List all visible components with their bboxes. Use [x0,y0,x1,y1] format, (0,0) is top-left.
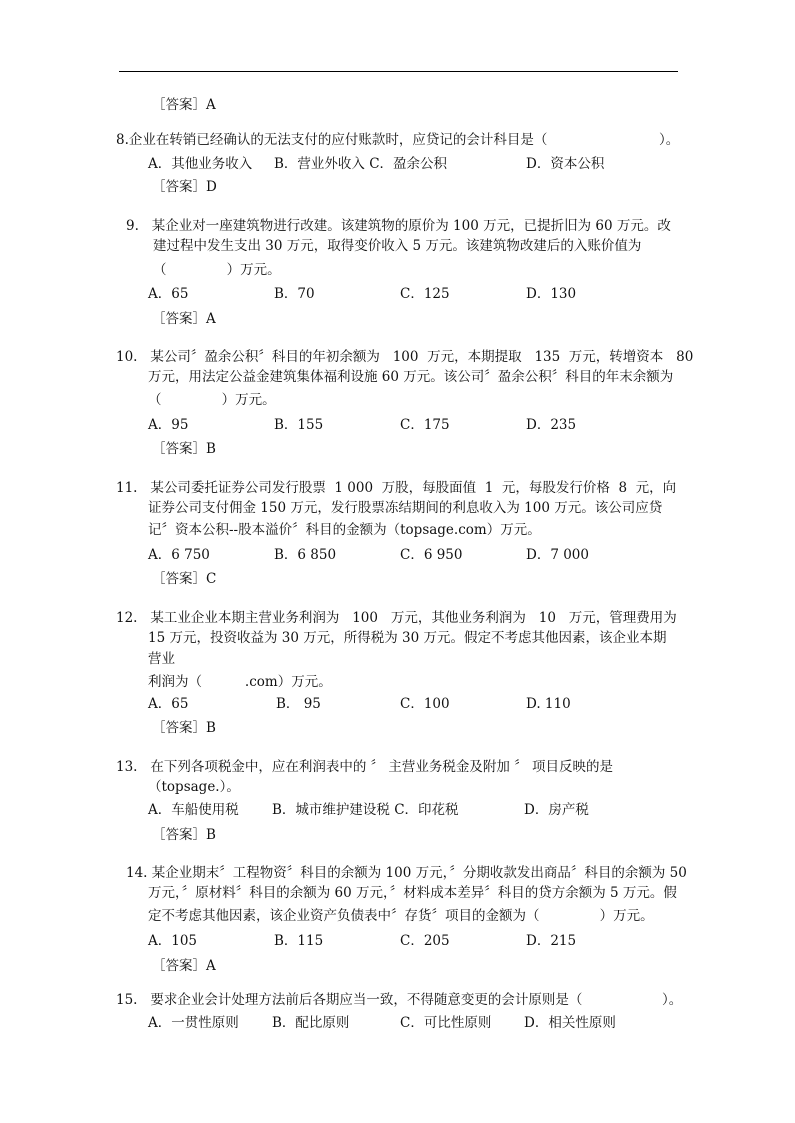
question-13-option-d: D．房产税 [524,802,589,818]
question-11-line: 记〞资本公积--股本溢价〞科目的金额为（topsage.com）万元。 [148,522,541,538]
question-13-option-b: B．城市维护建设税 C．印花税 [272,802,459,818]
question-14-option-c: C．205 [400,933,450,949]
header-rule [119,71,678,72]
question-12-option-a: A．65 [148,696,189,712]
question-9-line: （ ）万元。 [153,262,281,278]
question-15-option-d: D．相关性原则 [524,1015,616,1031]
question-9-line: 9. 某企业对一座建筑物进行改建。该建筑物的原价为 100 万元，已提折旧为 60 万元。改 [126,218,671,234]
question-11-option-c: C．6 950 [400,547,463,563]
answer-label: ［答案］D [152,179,217,195]
question-9-option-d: D．130 [526,286,577,302]
question-14-option-a: A．105 [148,933,198,949]
answer-label: ［答案］B [152,720,216,736]
question-8-stem-end: ）。 [659,132,680,148]
question-12-option-d: D. 110 [526,696,571,712]
question-11-line: 证券公司支付佣金 150 万元，发行股票冻结期间的利息收入为 100 万元。该公司应贷 [148,500,663,516]
question-15-option-a: A．一贯性原则 [148,1015,239,1031]
question-14-line: 14. 某企业期末〞工程物资〞科目的余额为 100 万元，〞分期收款发出商品〞科目的余额为 50 [126,865,687,881]
answer-label: ［答案］B [152,827,216,843]
question-10-line: 万元，用法定公益金建筑集体福利设施 60 万元。该公司〞盈余公积〞科目的年末余额为 [148,369,674,385]
question-13-line: 13. 在下列各项税金中，应在利润表中的 〞 主营业务税金及附加 〞 项目反映的是 [116,759,614,775]
question-8-option-d: D．资本公积 [526,156,605,172]
question-8-stem: 8.企业在转销已经确认的无法支付的应付账款时，应贷记的会计科目是（ [116,132,548,148]
answer-label: ［答案］A [152,311,216,327]
question-13-option-a: A．车船使用税 [148,802,239,818]
question-12-option-b: B． 95 [276,696,321,712]
question-15-stem-end: ）。 [662,992,683,1008]
question-10-option-d: D．235 [526,417,577,433]
question-14-option-b: B．115 [274,933,324,949]
question-10-option-c: C．175 [400,417,450,433]
answer-label: ［答案］B [152,441,216,457]
question-10-option-a: A．95 [148,417,189,433]
question-10-option-b: B．155 [274,417,324,433]
question-12-line: 利润为（ .com）万元。 [148,674,332,690]
question-15-stem: 15. 要求企业会计处理方法前后各期应当一致，不得随意变更的会计原则是（ [116,992,583,1008]
question-9-option-b: B．70 [274,286,315,302]
question-14-line: 万元，〞原材料〞科目的余额为 60 万元，〞材料成本差异〞科目的贷方余额为 5 万元。假 [148,885,677,901]
answer-label: ［答案］A [152,958,216,974]
question-8-option-b: B．营业外收入 C．盈余公积 [274,156,448,172]
question-10-line: （ ）万元。 [148,392,276,408]
question-15-option-c: C．可比性原则 [400,1015,492,1031]
question-10-line: 10. 某公司〞盈余公积〞科目的年初余额为 100 万元，本期提取 135 万元，转增资本 80 [116,349,694,365]
question-9-line: 建过程中发生支出 30 万元，取得变价收入 5 万元。该建筑物改建后的入账价值为 [153,238,642,254]
question-11-option-b: B．6 850 [274,547,337,563]
question-12-line: 12. 某工业企业本期主营业务利润为 100 万元，其他业务利润为 10 万元，管理费用为 [116,610,677,626]
answer-label: ［答案］A [152,97,216,113]
question-9-option-c: C．125 [400,286,450,302]
question-13-line: （topsage.）。 [148,779,240,795]
question-12-line: 15 万元，投资收益为 30 万元，所得税为 30 万元。假定不考虑其他因素，该企业本期 [148,630,667,646]
answer-label: ［答案］C [152,571,217,587]
question-14-line: 定不考虑其他因素，该企业资产负债表中〞存货〞项目的金额为（ ）万元。 [148,908,654,924]
question-11-option-d: D．7 000 [526,547,589,563]
question-11-option-a: A．6 750 [148,547,210,563]
question-12-option-c: C．100 [400,696,450,712]
question-11-line: 11. 某公司委托证券公司发行股票 1 000 万股，每股面值 1 元，每股发行价格 8 元，向 [116,480,677,496]
question-15-option-b: B．配比原则 [272,1015,350,1031]
question-12-line: 营业 [148,651,175,667]
question-8-option-a: A．其他业务收入 [148,156,253,172]
question-14-option-d: D．215 [526,933,577,949]
question-9-option-a: A．65 [148,286,189,302]
